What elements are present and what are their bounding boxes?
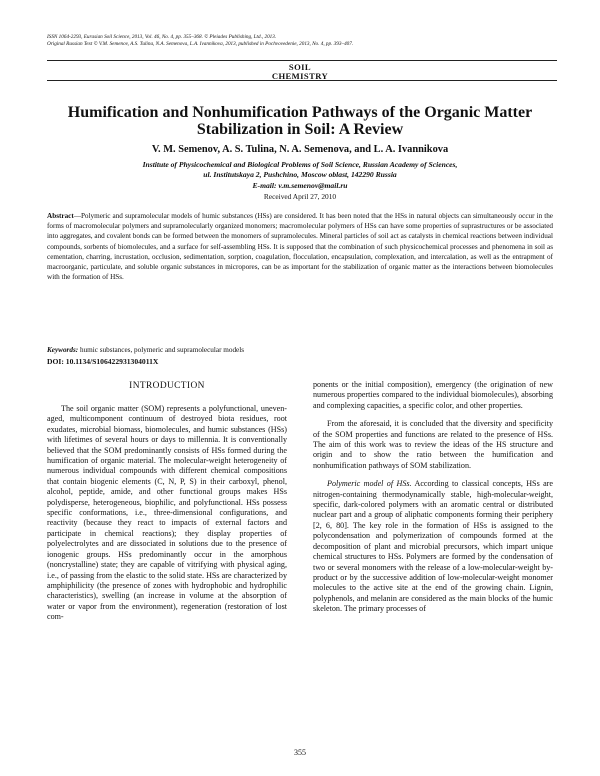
body-paragraph-polymeric-model [313,479,553,614]
right-column [313,380,553,615]
abstract-text: —Polymeric and supramolecular models of humic substances (HSs) are considered. It has been noted that the HSs in natural objects can simultaneously occur in the forms of macromolecular polymers and supramolecularly organized monomers; macromolecular polymers of HSs can have some properties of suprastructures or be associated into aggregates, and covalent bonds can be formed between the monomers of supramolecules. Mineral particles of soil act as catalysts in chemical reactions between individual compounds, sorbents of biomolecules, and a surface for self-assembling HSs. It is supposed that the combination of such physicochemical processes and phenomena in soil as cementation, charring, incrustation, occlusion, sedimentation, sorption, coagulation, flocculation, encapsulation, complexation, and intercalation, as well as the entrapment of macroorganic, particulate, and soluble organic substances in micropores, can be as important for the stabilization of organic matter as the interactions between biomolecules with the formation of HSs. [47,212,553,282]
keywords-text: humic substances, polymeric and supramolecular models [78,346,245,354]
article-title-line1: Humification and Nonhumification Pathways of the Organic Matter [67,104,533,121]
original-text-line: Original Russian Text © V.M. Semenov, A.S. Tulina, N.A. Semenova, L.A. Ivannikova, 2013, published in Pochvovedenie, 2013, No. 4, pp. 393–407. [47,41,354,48]
keywords-label: Keywords: [47,346,79,354]
journal-header [47,34,567,49]
affiliation-line2: ul. Institutskaya 2, Pushchino, Moscow oblast, 142290 Russia [203,170,397,179]
abstract [47,211,553,282]
authors: V. M. Semenov, A. S. Tulina, N. A. Semenova, and L. A. Ivannikova [151,144,449,155]
body-paragraph: The soil organic matter (SOM) represents a polyfunctional, uneven-aged, multicomponent continuum of destroyed biota residues, root exudates, microbial biomass, biomolecules, and humic substances (HSs) with lifetimes of several hours or days to millennia. It is conventionally believed that the SOM predominantly consists of HSs formed during the humification of organic material. The molecular-weight heterogeneity of numerous individual compounds with different chemical compositions that contain biogenic elements (C, N, P, S) in their carboxyl, phenol, alcohol, peptide, amide, and other functional groups makes HSs polydisperse, heterogeneous, biophilic, and polyfunctional. HSs possess specific conformations, i.e., three-dimensional configurations, and reactivity (because they react to impacts of external factors and participate in chemical reactions); they display properties of polyelectrolytes and are dissociated in solutions due to the presence of ionogenic groups. HSs predominantly occur in the amorphous (noncrystalline) state; they are capable of vitrifying with physical aging, i.e., of passing from the elastic to the solid state. HSs are characterized by amphiphilicity (the presence of zones with hydrophobic and hydrophilic characteristics), swelling (an increase in volume at the absorption of water or vapor from the environment), regeneration (restoration of lost com- [47,404,287,622]
subsection-text: According to classical concepts, HSs are nitrogen-containing thermodynamically stable, high-molecular-weight, specific, dark-colored polymers with an aromatic central or distributed nuclear part and a group of aliphatic components forming their periphery [2, 6, 80]. The key role in the formation of HSs is assigned to the polycondensation and polymerization of compounds formed at the decomposition of plant and microbial precursors, which impart unique chemical structures to HSs. Polymers are formed by the condensation of two or several monomers with the release of a low-molecular-weight by-product or by the successive addition of low-molecular-weight monomer molecules to the active site at the end of the growing chain. Lignin, polyphenols, and melanin are considered as the main blocks of the humic skeleton. The primary processes of [313,479,553,614]
journal-citation-line: ISSN 1064-2293, Eurasian Soil Science, 2013, Vol. 46, No. 4, pp. 355–368. © Pleiades Publishing, Ltd., 2013. [47,34,277,40]
page-number: 355 [294,748,306,757]
body-paragraph: From the aforesaid, it is concluded that the diversity and specificity of the SOM properties and functions are related to the presence of HSs. The aim of this work was to review the ideas of the HS structure and origin and to show the ratio between the humification and nonhumification pathways of SOM stabilization. [313,419,553,470]
body-paragraph: ponents or the initial composition), emergency (the origination of new numerous properties compared to the individual biomolecules), absorbing and complexing capacities, a specific color, and other properties. [313,380,553,410]
section-rule-bottom [47,80,557,81]
left-column [47,380,287,623]
section-rule-top [47,60,557,61]
section-label-line1: SOIL [288,62,312,72]
article-title-line2: Stabilization in Soil: A Review [196,121,404,138]
author-email: E-mail: v.m.semenov@mail.ru [252,181,348,190]
doi[interactable]: DOI: 10.1134/S106422931304011X [47,357,159,366]
section-label-line2: CHEMISTRY [271,71,329,81]
abstract-label: Abstract [47,212,74,220]
keywords [47,346,553,354]
subsection-lead: Polymeric model of HSs. [327,479,412,489]
received-date: Received April 27, 2010 [263,192,337,201]
introduction-heading: INTRODUCTION [129,381,205,391]
affiliation-line1: Institute of Physicochemical and Biological Problems of Soil Science, Russian Academy of Sciences, [142,160,458,169]
